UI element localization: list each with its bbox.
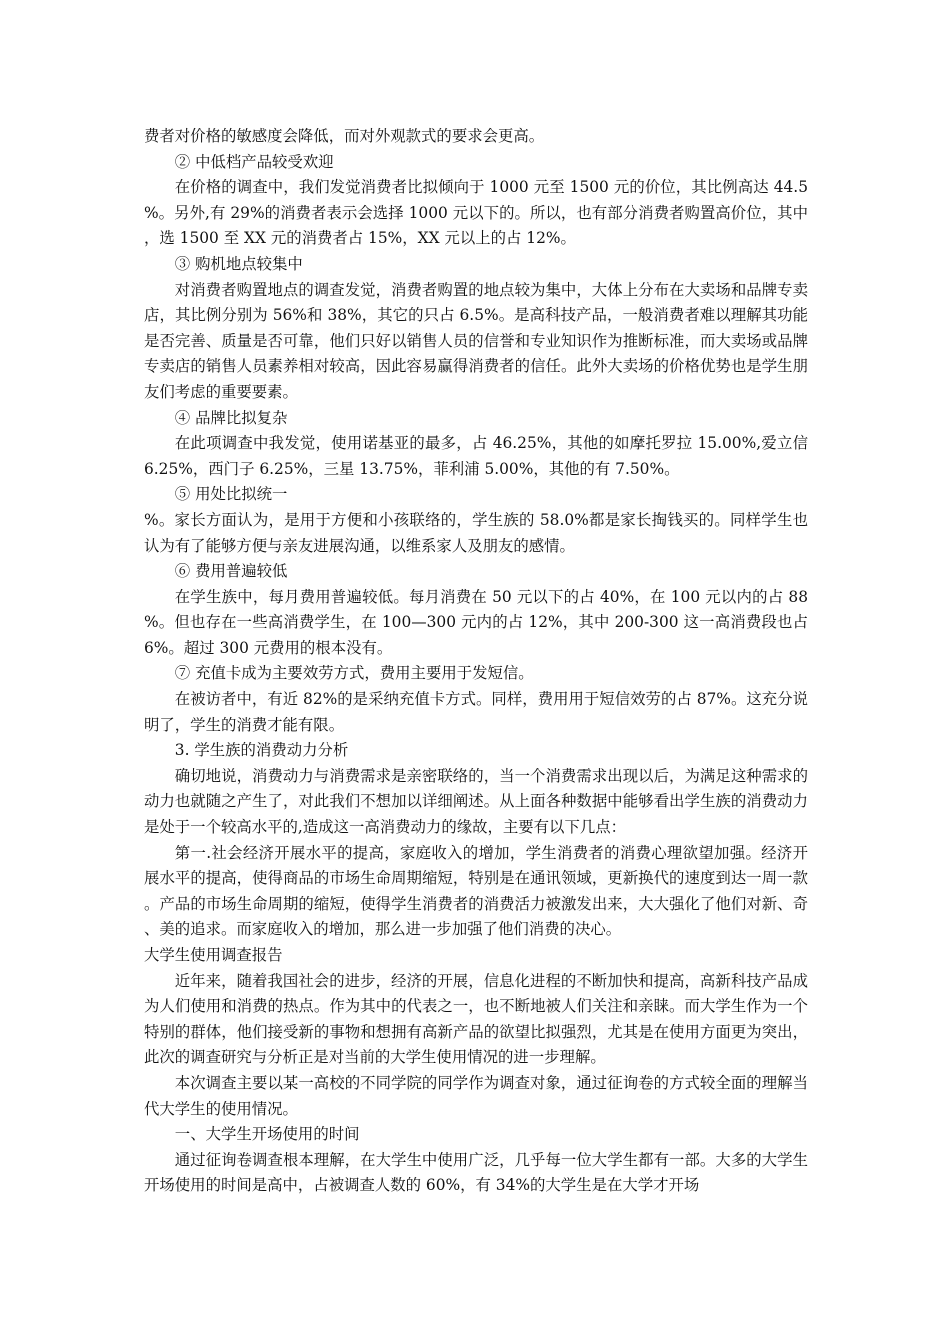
paragraph: 确切地说，消费动力与消费需求是亲密联络的，当一个消费需求出现以后，为满足这种需求的动力也就随之产生了，对此我们不想加以详细阐述。从上面各种数据中能够看出学生族的消费动力是处于一个较高水平的,造成这一高消费动力的缘故，主要有以下几点： xyxy=(144,766,808,837)
paragraph: 对消费者购置地点的调查发觉，消费者购置的地点较为集中，大体上分布在大卖场和品牌专卖店，其比例分别为 56%和 38%，其它的只占 6.5%。是高科技产品，一般消费者难以理解其功能是否完善、质量是否可靠，他们只好以销售人员的信誉和专业知识作为推断标准，而大卖场或品牌专卖店的销售人员素养相对较高，因此容易赢得消费者的信任。此外大卖场的价格优势也是学生朋友们考虑的重要要素。 xyxy=(144,280,808,401)
paragraph: %。家长方面认为，是用于方便和小孩联络的，学生族的 58.0%都是家长掏钱买的。同样学生也认为有了能够方便与亲友进展沟通，以维系家人及朋友的感情。 xyxy=(144,510,808,555)
paragraph: 近年来，随着我国社会的进步，经济的开展，信息化进程的不断加快和提高，高新科技产品成为人们使用和消费的热点。作为其中的代表之一，也不断地被人们关注和亲睐。而大学生作为一个特别的群体，他们接受新的事物和想拥有高新产品的欲望比拟强烈，尤其是在使用方面更为突出，此次的调查研究与分析正是对当前的大学生使用情况的进一步理解。 xyxy=(144,971,808,1067)
section-heading: ⑦ 充值卡成为主要效劳方式，费用主要用于发短信。 xyxy=(174,664,534,683)
paragraph: 第一.社会经济开展水平的提高，家庭收入的增加，学生消费者的消费心理欲望加强。经济开展水平的提高，使得商品的市场生命周期缩短，特别是在通讯领域，更新换代的速度到达一周一款。产品的市场生命周期的缩短，使得学生消费者的消费活力被激发出来，大大强化了他们对新、奇、美的追求。而家庭收入的增加，那么进一步加强了他们消费的决心。 xyxy=(144,843,808,939)
paragraph: 费者对价格的敏感度会降低，而对外观款式的要求会更高。 xyxy=(144,127,545,145)
document-body xyxy=(144,124,808,1199)
paragraph: 本次调查主要以某一高校的不同学院的同学作为调查对象，通过征询卷的方式较全面的理解当代大学生的使用情况。 xyxy=(144,1073,808,1118)
report-title: 大学生使用调查报告 xyxy=(144,946,283,964)
section-heading: ⑥ 费用普遍较低 xyxy=(174,562,288,581)
paragraph: 在价格的调查中，我们发觉消费者比拟倾向于 1000 元至 1500 元的价位，其比例高达 44.5%。另外,有 29%的消费者表示会选择 1000 元以下的。所以，也有部分消费者购置高价位，其中，选 1500 至 XX 元的消费者占 15%，XX 元以上的占 12%。 xyxy=(144,178,808,248)
section-heading: 一、大学生开场使用的时间 xyxy=(174,1125,360,1144)
paragraph: 在被访者中，有近 82%的是采纳充值卡方式。同样，费用用于短信效劳的占 87%。这充分说明了，学生的消费才能有限。 xyxy=(144,690,808,734)
section-heading: ② 中低档产品较受欢迎 xyxy=(174,152,334,171)
section-heading: 3. 学生族的消费动力分析 xyxy=(174,741,349,760)
section-heading: ③ 购机地点较集中 xyxy=(174,254,303,273)
paragraph: 通过征询卷调查根本理解，在大学生中使用广泛，几乎每一位大学生都有一部。大多的大学生开场使用的时间是高中，占被调查人数的 60%，有 34%的大学生是在大学才开场 xyxy=(144,1150,808,1195)
paragraph: 在学生族中，每月费用普遍较低。每月消费在 50 元以下的占 40%，在 100 元以内的占 88%。但也存在一些高消费学生，在 100—300 元内的占 12%，其中 200-300 这一高消费段也占 6%。超过 300 元费用的根本没有。 xyxy=(144,587,808,657)
paragraph: 在此项调查中我发觉，使用诺基亚的最多，占 46.25%，其他的如摩托罗拉 15.00%,爱立信 6.25%，西门子 6.25%，三星 13.75%，菲利浦 5.00%，其他的有 7.50%。 xyxy=(144,434,808,478)
section-heading: ④ 品牌比拟复杂 xyxy=(174,408,288,427)
section-heading: ⑤ 用处比拟统一 xyxy=(174,485,288,504)
